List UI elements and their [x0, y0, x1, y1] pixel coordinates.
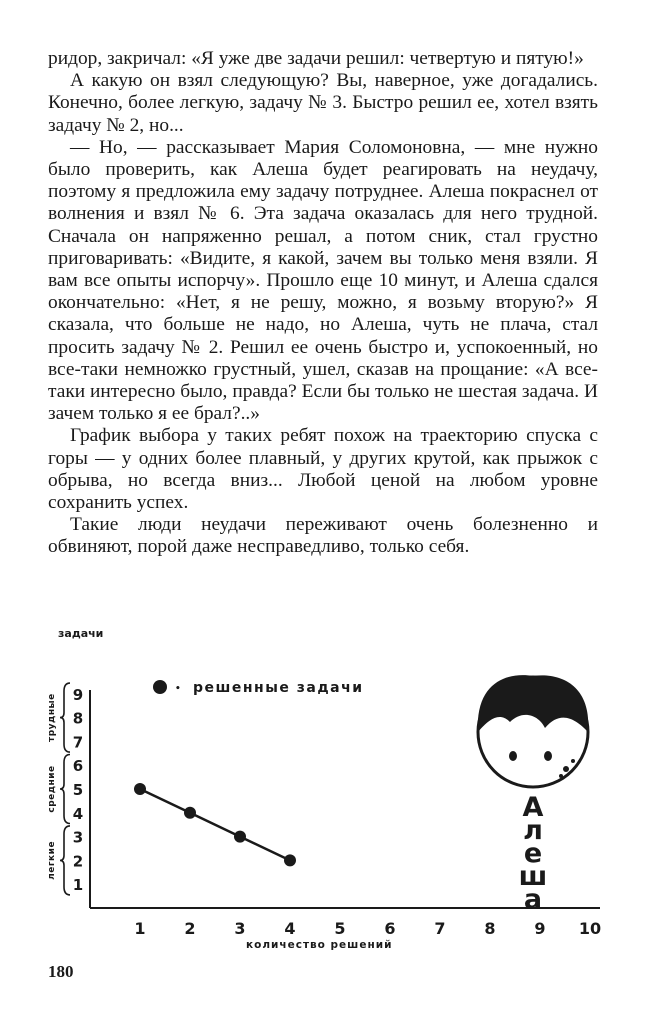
x-tick-label: 3	[234, 919, 246, 938]
body-text	[48, 48, 598, 559]
x-tick-label: 7	[434, 919, 446, 938]
choice-chart	[0, 610, 646, 960]
page-number: 180	[48, 962, 74, 981]
x-tick-label: 4	[284, 919, 296, 938]
x-axis-title: количество решений	[246, 939, 393, 951]
paragraph: — Но, — рассказывает Мария Соломоновна, — мне нужно было проверить, как Алеша будет реагировать на неудачу, поэтому я предложила ему задачу потруднее. Алеша покраснел от волнения и взял № 6. Эта задача оказалась для него трудной. Сначала он напряженно решал, а потом сник, стал грустно приговаривать: «Видите, я какой, зачем вы только меня взяли. Я вам все опыты испорчу». Прошло еще 10 минут, и Алеша сдался окончательно: «Нет, я не решу, можно, я возьму вторую?» Я сказала, что больше не надо, но Алеша, чуть не плача, стал просить задачу № 2. Решил ее очень быстро и, успокоенный, но все-таки немножко грустный, ушел, сказав на прощание: «А все-таки интересно было, правда? Если бы только не шестая задача. И зачем только я ее брал?..»	[48, 136, 598, 425]
x-tick-label: 10	[578, 919, 602, 938]
y-tick-label: 7	[72, 733, 84, 752]
paragraph: График выбора у таких ребят похож на траекторию спуска с горы — у одних более плавный, у других крутой, как прыжок с обрыва, но всегда вниз... Любой ценой на любом уровне сохранить успех.	[48, 425, 598, 514]
annotation-letter: а	[523, 884, 543, 915]
paragraph: ридор, закричал: «Я уже две задачи решил: четвертую и пятую!»	[48, 48, 584, 69]
y-tick-label: 1	[72, 876, 84, 895]
y-tick-label: 4	[72, 804, 84, 823]
name-annotation	[519, 792, 548, 915]
legend-dot-separator: •	[175, 684, 181, 694]
legend-marker-icon	[153, 680, 167, 694]
y-group-label: трудные	[47, 693, 57, 742]
series-solved-tasks	[134, 783, 296, 866]
y-group-labels	[47, 683, 70, 895]
y-tick-label: 3	[72, 828, 84, 847]
series-line	[140, 789, 290, 860]
data-point	[234, 831, 246, 843]
y-group-label: легкие	[47, 840, 57, 880]
x-ticks	[134, 919, 601, 938]
annotation-letter: ш	[518, 861, 548, 892]
x-tick-label: 2	[184, 919, 196, 938]
x-tick-label: 6	[384, 919, 396, 938]
y-ticks	[73, 686, 83, 894]
boy-face-icon	[478, 675, 589, 787]
y-group-brace	[60, 754, 70, 823]
y-tick-label: 9	[72, 685, 84, 704]
legend	[153, 680, 364, 696]
x-tick-label: 1	[134, 919, 146, 938]
x-tick-label: 5	[334, 919, 346, 938]
x-tick-label: 9	[534, 919, 546, 938]
data-point	[134, 783, 146, 795]
annotation-letter: л	[523, 815, 543, 846]
y-tick-label: 2	[72, 852, 84, 871]
legend-label: решенные задачи	[193, 680, 364, 696]
y-axis-title: задачи	[58, 627, 104, 640]
y-group-brace	[60, 826, 70, 895]
y-tick-label: 8	[72, 709, 84, 728]
paragraph: А какую он взял следующую? Вы, наверное, уже догадались. Конечно, более легкую, задачу № 3. Быстро решил ее, хотел взять задачу № 2, но...	[48, 70, 598, 136]
x-tick-label: 8	[484, 919, 496, 938]
annotation-letter: е	[523, 838, 543, 869]
data-point	[184, 807, 196, 819]
y-tick-label: 5	[72, 781, 84, 799]
y-group-label: средние	[47, 765, 57, 813]
y-tick-label: 6	[72, 757, 84, 776]
chart-svg	[0, 610, 646, 960]
y-group-brace	[60, 683, 70, 752]
paragraph: Такие люди неудачи переживают очень болезненно и обвиняют, порой даже несправедливо, только себя.	[48, 514, 598, 558]
annotation-letter: А	[522, 792, 544, 823]
data-point	[284, 854, 296, 866]
